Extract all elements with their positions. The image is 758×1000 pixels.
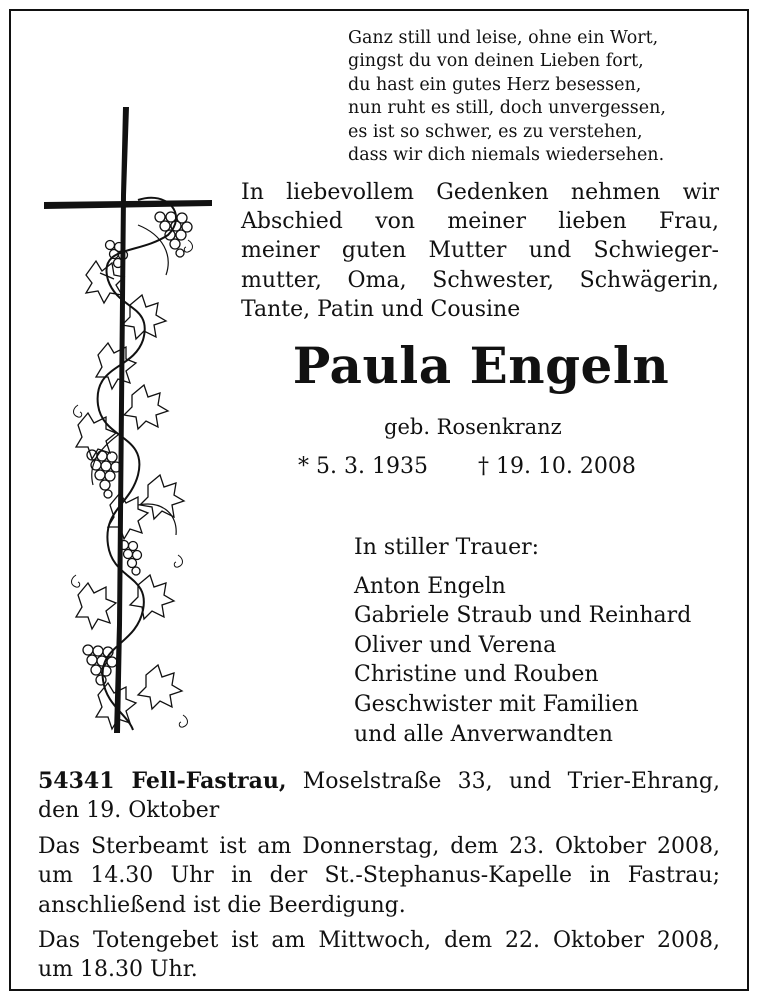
intro-line: In liebevollem Gedenken nehmen wir bbox=[241, 180, 719, 205]
mourner-name: Anton Engeln bbox=[354, 573, 506, 599]
address-place: 54341 Fell-Fastrau, bbox=[38, 768, 287, 794]
poem-line: nun ruht es still, doch unvergessen, bbox=[348, 98, 666, 119]
poem-line: dass wir dich niemals wiedersehen. bbox=[348, 145, 665, 166]
cross-with-grapevine-icon bbox=[38, 105, 218, 735]
address-line bbox=[38, 767, 720, 796]
prayer-notice bbox=[38, 926, 720, 985]
intro-line: Abschied von meiner lieben Frau, bbox=[241, 209, 719, 235]
prayer-line: Das Totengebet ist am Mittwoch, dem 22. Oktober 2008, bbox=[38, 928, 720, 954]
mourner-name: Gabriele Straub und Reinhard bbox=[354, 603, 692, 629]
intro-line: meiner guten Mutter und Schwieger- bbox=[241, 238, 719, 264]
poem-line: du hast ein gutes Herz besessen, bbox=[348, 74, 642, 95]
address-date: den 19. Oktober bbox=[38, 798, 220, 824]
poem-line: Ganz still und leise, ohne ein Wort, bbox=[348, 28, 659, 48]
prayer-line: um 18.30 Uhr. bbox=[38, 957, 198, 983]
poem-line: es ist so schwer, es zu verstehen, bbox=[348, 121, 643, 142]
info-section bbox=[38, 767, 720, 991]
intro-text bbox=[241, 178, 719, 324]
poem-line: gingst du von deinen Lieben fort, bbox=[348, 51, 644, 72]
address-block bbox=[38, 767, 720, 826]
birth-name: geb. Rosenkranz bbox=[384, 415, 562, 439]
deceased-name: Paula Engeln bbox=[292, 336, 670, 395]
service-line: um 14.30 Uhr in der St.-Stephanus-Kapelle in Fastrau; bbox=[38, 863, 720, 889]
service-line: Das Sterbeamt ist am Donnerstag, dem 23. Oktober 2008, bbox=[38, 833, 720, 859]
mourner-name: Oliver und Verena bbox=[354, 632, 557, 658]
birth-date: * 5. 3. 1935 bbox=[298, 454, 428, 479]
mourner-name: und alle Anverwandten bbox=[354, 721, 613, 747]
service-notice bbox=[38, 832, 720, 920]
mourners-heading: In stiller Trauer: bbox=[354, 535, 540, 560]
mourner-name: Geschwister mit Familien bbox=[354, 691, 639, 717]
intro-line: mutter, Oma, Schwester, Schwägerin, bbox=[241, 267, 719, 293]
mourners-list bbox=[354, 533, 691, 749]
mourner-name: Christine und Rouben bbox=[354, 662, 599, 688]
life-dates bbox=[298, 454, 636, 479]
intro-line: Tante, Patin und Cousine bbox=[241, 296, 521, 322]
death-date: † 19. 10. 2008 bbox=[477, 454, 636, 479]
service-line: anschließend ist die Beerdigung. bbox=[38, 892, 406, 918]
poem bbox=[348, 27, 666, 167]
address-street: Moselstraße 33, und Trier-Ehrang, bbox=[286, 769, 720, 794]
